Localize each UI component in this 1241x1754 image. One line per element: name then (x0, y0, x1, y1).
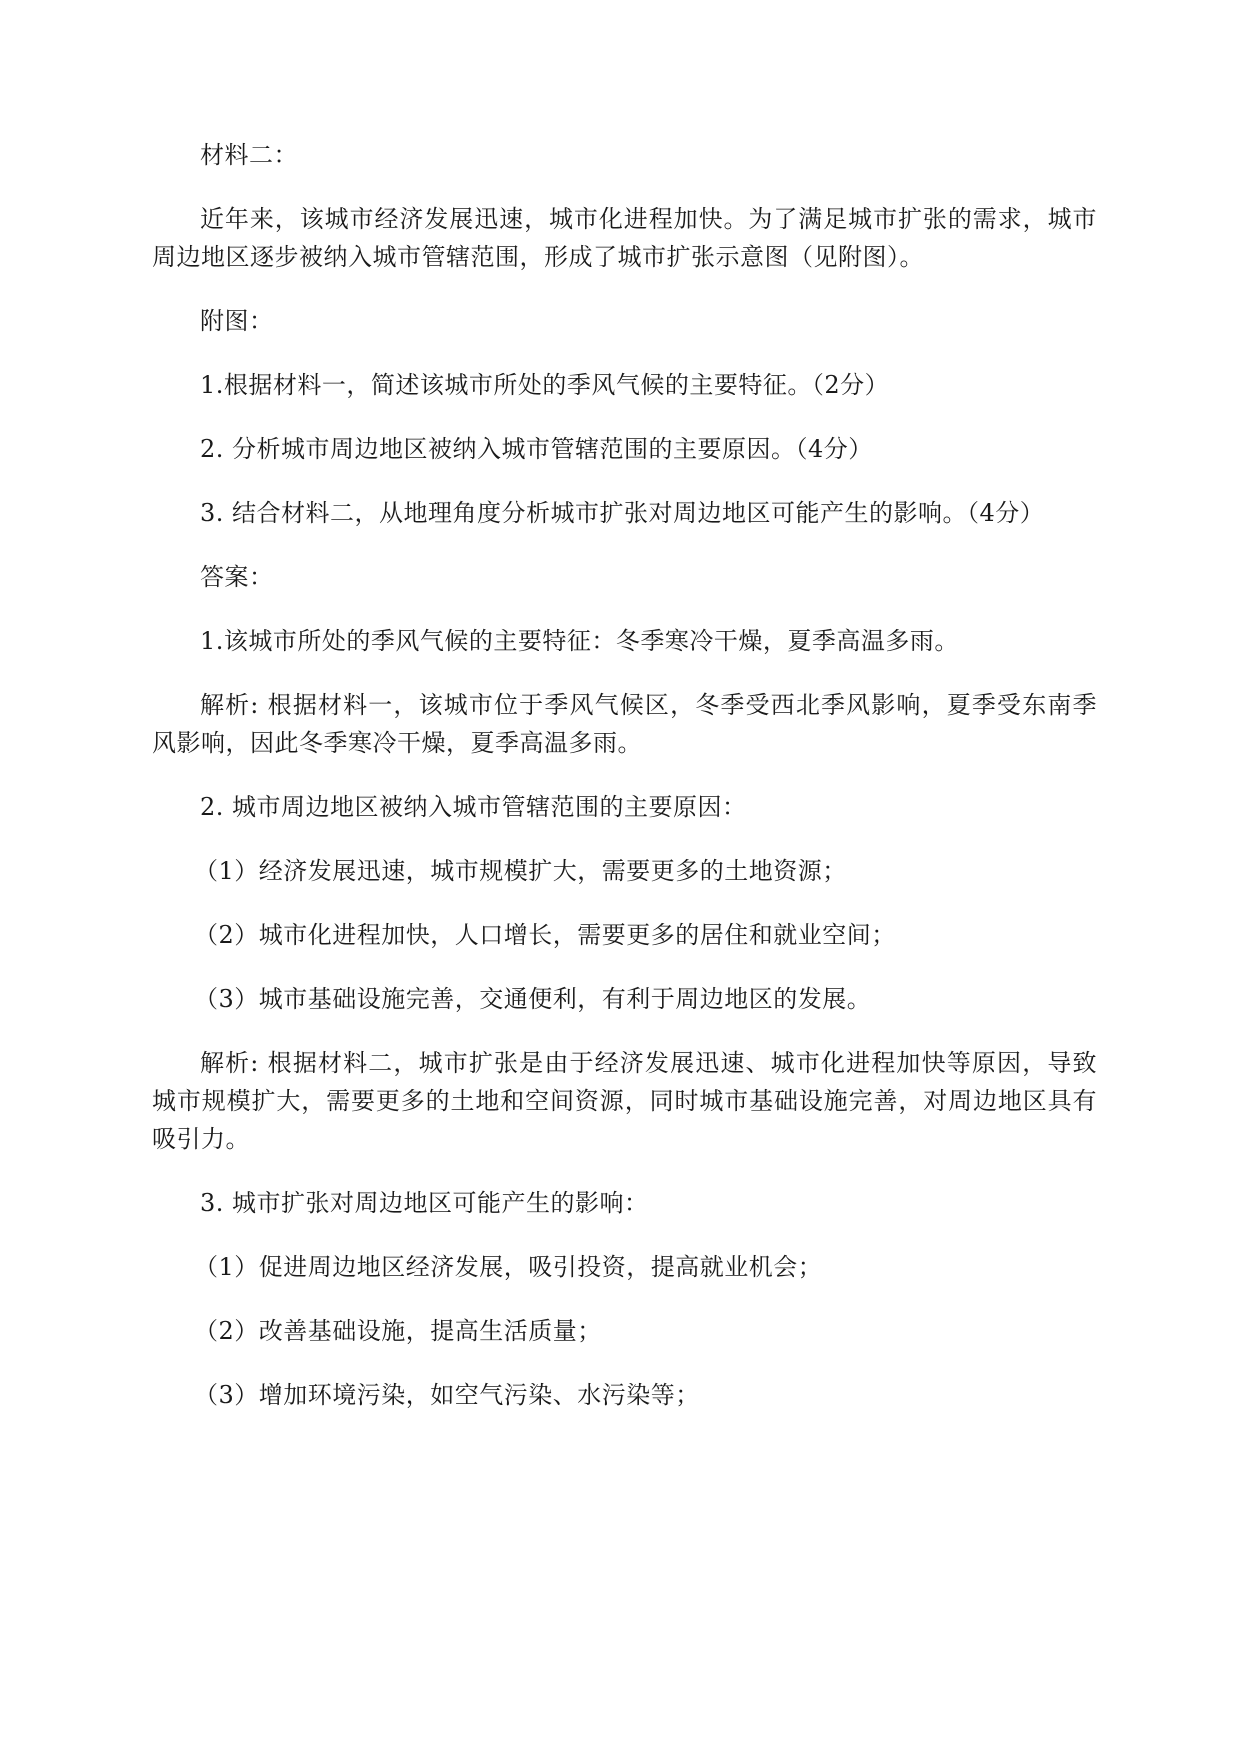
answer-2-item-1: （1）经济发展迅速，城市规模扩大，需要更多的土地资源； (194, 857, 847, 885)
question-3: 3. 结合材料二，从地理角度分析城市扩张对周边地区可能产生的影响。（4分） (200, 499, 1045, 527)
answer-2: 2. 城市周边地区被纳入城市管辖范围的主要原因： (200, 793, 747, 821)
figure-label: 附图： (200, 307, 274, 335)
answer-1: 1.该城市所处的季风气候的主要特征：冬季寒冷干燥，夏季高温多雨。 (200, 627, 959, 655)
answer-2-item-2: （2）城市化进程加快，人口增长，需要更多的居住和就业空间； (194, 921, 896, 949)
analysis-2: 解析: 根据材料二，城市扩张是由于经济发展迅速、城市化进程加快等原因，导致城市规模扩大，需要更多的土地和空间资源，同时城市基础设施完善，对周边地区具有吸引力。 (152, 1049, 1097, 1153)
material-two-text: 近年来，该城市经济发展迅速，城市化进程加快。为了满足城市扩张的需求，城市周边地区逐步被纳入城市管辖范围，形成了城市扩张示意图（见附图）。 (152, 205, 1097, 271)
answer-2-item-3: （3）城市基础设施完善，交通便利，有利于周边地区的发展。 (194, 985, 872, 1013)
answer-3-item-3: （3）增加环境污染，如空气污染、水污染等； (194, 1381, 700, 1409)
material-two-heading: 材料二： (200, 141, 298, 169)
answer-3-item-1: （1）促进周边地区经济发展，吸引投资，提高就业机会； (194, 1253, 823, 1281)
question-2: 2. 分析城市周边地区被纳入城市管辖范围的主要原因。（4分） (200, 435, 873, 463)
answer-3-item-2: （2）改善基础设施，提高生活质量； (194, 1317, 602, 1345)
answer-3: 3. 城市扩张对周边地区可能产生的影响： (200, 1189, 649, 1217)
question-1: 1.根据材料一，简述该城市所处的季风气候的主要特征。（2分） (200, 371, 890, 399)
answer-heading: 答案： (200, 563, 274, 591)
document-page (152, 136, 1097, 1440)
analysis-1: 解析: 根据材料一，该城市位于季风气候区，冬季受西北季风影响，夏季受东南季风影响，因此冬季寒冷干燥，夏季高温多雨。 (152, 691, 1097, 757)
